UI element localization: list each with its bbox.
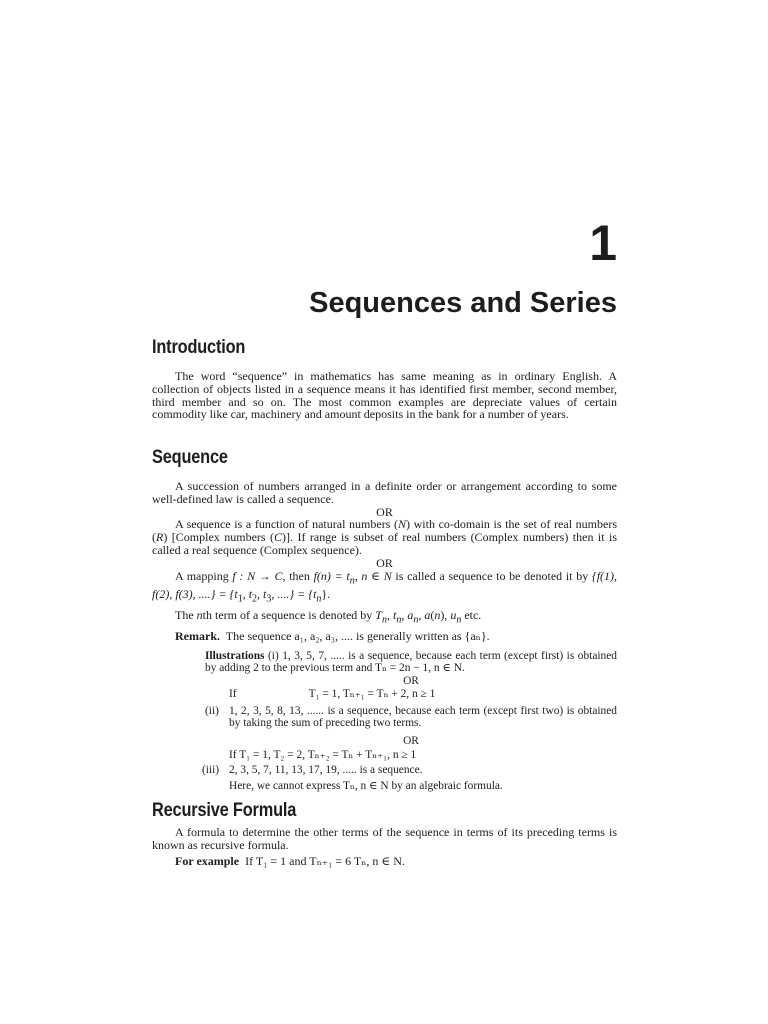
sequence-def-3: A mapping f : N → C, then $f(n) = t_n$, n ∈ N is called a sequence to be denoted it by {f(1), f(2), f(3), ....} = {$t_1$, $t_2$, $t_3$, ....} = $\{t_n\}$. xyxy=(152,568,618,605)
recursive-block xyxy=(152,826,617,867)
section-heading-recursive: Recursive Formula xyxy=(152,800,297,821)
chapter-title: Sequences and Series xyxy=(309,287,617,319)
or-separator: OR xyxy=(376,504,393,519)
illustration-ii-if: If T₁ = 1, T₂ = 2, Tₙ₊₂ = Tₙ + Tₙ₊₁, n ≥ 1 xyxy=(229,749,417,762)
remark-label: Remark. xyxy=(175,629,220,644)
remark-text: The sequence a₁, a₂, a₃, .... is generally written as {aₙ}. xyxy=(225,629,490,644)
illustration-i: Illustrations (i) 1, 3, 5, 7, ..... is a sequence, because each term (except first) is obtained by adding 2 to the previous term and Tₙ = 2n − 1, n ∈ N. xyxy=(205,650,617,675)
example-label: For example xyxy=(175,853,240,868)
or-separator: OR xyxy=(403,734,419,747)
illustration-iii-note: Here, we cannot express Tₙ, n ∈ N by an algebraic formula. xyxy=(229,779,503,792)
illustrations-label: Illustrations xyxy=(205,650,265,662)
sequence-def-2: A sequence is a function of natural numbers (N) with co-domain is the set of real numbers (R) [Complex numbers (C)]. If range is subset of real numbers (Complex numbers) then it is called a real sequence (Complex sequence). xyxy=(152,517,618,557)
recursive-example: For example If T₁ = 1 and Tₙ₊₁ = 6 Tₙ, n ∈ N. xyxy=(175,853,405,868)
chapter-number: 1 xyxy=(589,215,617,271)
section-heading-introduction: Introduction xyxy=(152,337,246,358)
illustration-ii: (ii) 1, 2, 3, 5, 8, 13, ...... is a sequence, because each term (except first two) is obtained by taking the sum of preceding two terms. xyxy=(205,705,617,730)
introduction-text: The word “sequence” in mathematics has same meaning as in ordinary English. A collection of objects listed in a sequence means it has identified first member, second member, third member and so on. The most common examples are depreciate values of certain commodity like car, machinery and amount deposits in the bank for a number of years. xyxy=(152,369,617,422)
sequence-def-1: A succession of numbers arranged in a definite order or arrangement according to some well-defined law is called a sequence. xyxy=(152,479,617,506)
sequence-definitions xyxy=(152,480,617,643)
illustrations-block xyxy=(202,650,617,792)
illustration-i-if: If T₁ = 1, Tₙ₊₁ = Tₙ + 2, n ≥ 1 xyxy=(229,687,436,700)
nth-term-line: The nth term of a sequence is denoted by $T_n$, $t_n$, $a_n$, a(n), $u_n$ etc. xyxy=(175,607,482,626)
recursive-text: A formula to determine the other terms of the sequence in terms of its preceding terms is known as recursive formula. xyxy=(152,825,617,852)
remark-line xyxy=(152,630,617,643)
section-heading-sequence: Sequence xyxy=(152,447,228,468)
or-separator: OR xyxy=(376,555,393,570)
introduction-paragraph xyxy=(152,370,617,421)
illustration-iii: (iii) 2, 3, 5, 7, 11, 13, 17, 19, ..... is a sequence. xyxy=(202,764,423,777)
or-separator: OR xyxy=(403,674,419,687)
